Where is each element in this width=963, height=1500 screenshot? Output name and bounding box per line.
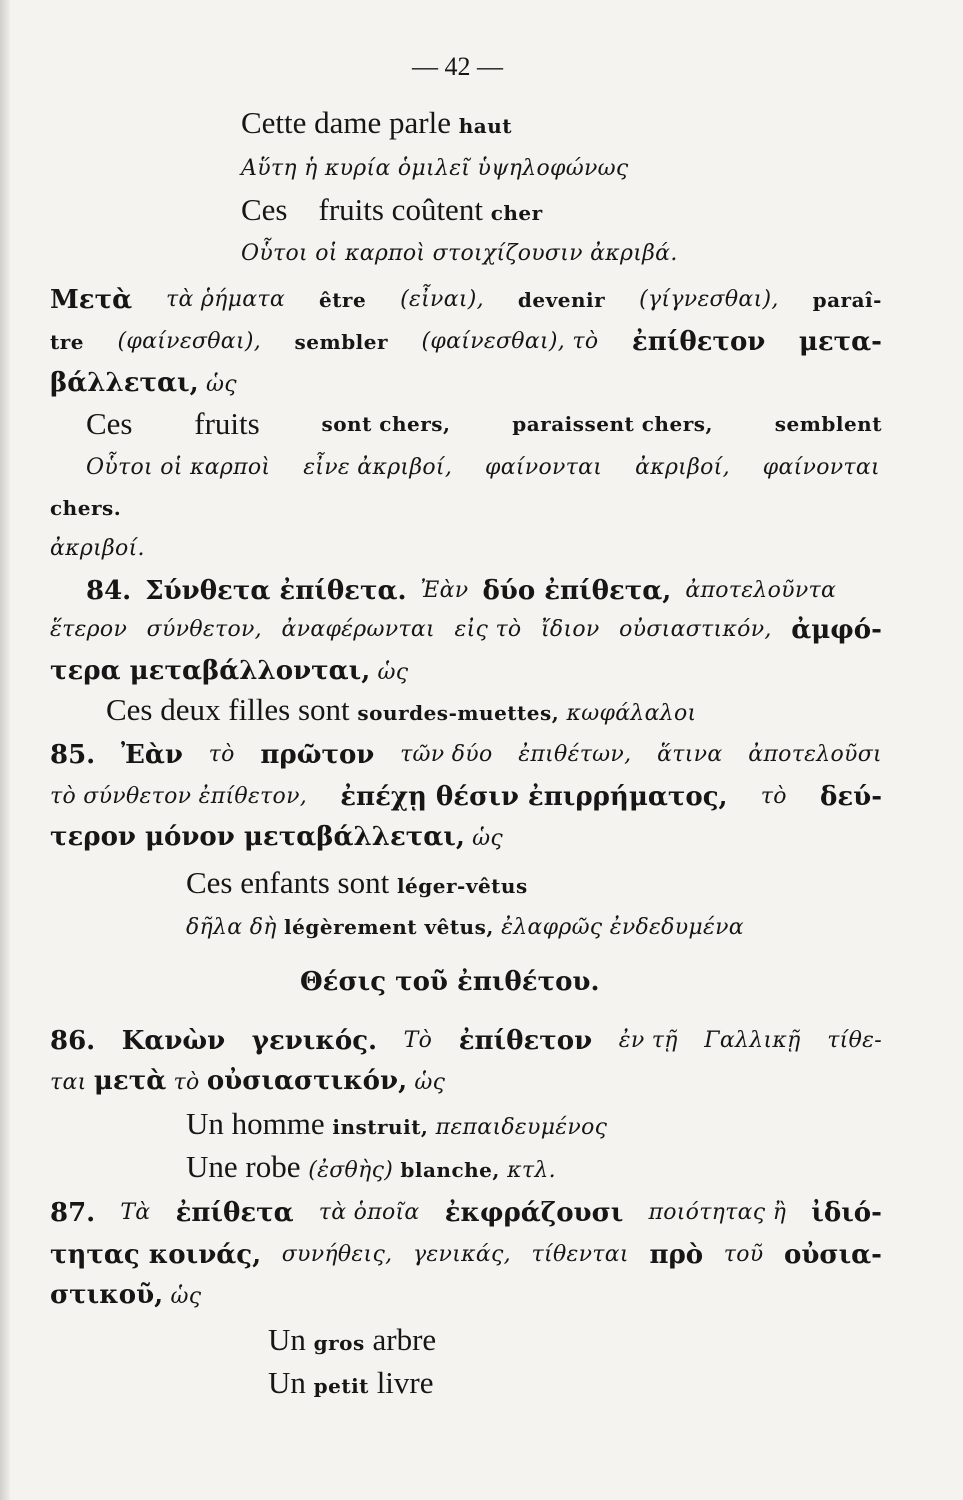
section-85-line-1: 85. Ἐὰν τὸ πρῶτον τῶν δύο ἐπιθέτων, ἅτινα ἀποτελοῦσι <box>50 740 882 770</box>
section-84-line-3: τερα μεταβάλλονται, ὡς <box>50 656 409 686</box>
section-85-line-2: τὸ σύνθετον ἐπίθετον, ἐπέχῃ θέσιν ἐπιρρήματος, τὸ δεύ- <box>50 782 882 812</box>
section-87-line-3: στικοῦ, ὡς <box>50 1280 202 1310</box>
example-greek-1: Αὕτη ἡ κυρία ὁμιλεῖ ὑψηλοφώνως <box>241 156 629 181</box>
rule-line-1: Μετὰ τὰ ῥήματα être (εἶναι), devenir (γίγνεσθαι), paraî- <box>50 285 882 315</box>
example-greek-2: Οὗτοι οἱ καρποὶ στοιχίζουσιν ἀκριβά. <box>241 241 678 266</box>
example-french-8: Un gros arbre <box>268 1322 437 1357</box>
example-french-3: Ces fruits sont chers, paraissent chers, semblent <box>86 406 882 441</box>
section-84-heading-line: 84. Σύνθετα ἐπίθετα. Ἐὰν δύο ἐπίθετα, ἀποτελοῦντα <box>86 576 837 606</box>
example-french-1: Cette dame parle haut <box>241 105 513 140</box>
example-french-4: Ces deux filles sont sourdes-muettes, κωφάλαλοι <box>106 692 697 727</box>
example-french-9: Un petit livre <box>268 1365 434 1400</box>
example-greek-3: Οὗτοι οἱ καρποὶ εἶνε ἀκριβοί, φαίνονται ἀκριβοί, φαίνονται <box>86 455 880 480</box>
page-spine-shadow <box>0 0 10 1500</box>
example-french-3-cont: chers. <box>50 496 122 520</box>
section-87-line-1: 87. Τὰ ἐπίθετα τὰ ὁποῖα ἐκφράζουσι ποιότητας ἢ ἰδιό- <box>50 1198 882 1228</box>
example-greek-5: δῆλα δὴ légèrement vêtus, ἐλαφρῶς ἐνδεδυμένα <box>186 915 744 940</box>
section-85-line-3: τερον μόνον μεταβάλλεται, ὡς <box>50 822 504 852</box>
example-greek-3-cont: ἀκριβοί. <box>50 536 145 561</box>
example-french-7: Une robe (ἐσθὴς) blanche, κτλ. <box>186 1149 556 1184</box>
rule-line-2: tre (φαίνεσθαι), sembler (φαίνεσθαι), τὸ ἐπίθετον μετα- <box>50 327 882 357</box>
example-french-5: Ces enfants sont léger-vêtus <box>186 865 528 900</box>
page-number: — 42 — <box>412 52 503 81</box>
section-87-line-2: τητας κοινάς, συνήθεις, γενικάς, τίθενται πρὸ τοῦ οὐσια- <box>50 1240 882 1270</box>
section-84-line-2: ἕτερον σύνθετον, ἀναφέρωνται εἰς τὸ ἴδιον οὐσιαστικόν, ἀμφό- <box>50 615 882 645</box>
section-subheading: Θέσις τοῦ ἐπιθέτου. <box>300 967 600 997</box>
section-86-line-2: ται μετὰ τὸ οὐσιαστικόν, ὡς <box>50 1066 446 1096</box>
example-french-6: Un homme instruit, πεπαιδευμένος <box>186 1106 608 1141</box>
example-french-2: Ces fruits coûtent cher <box>241 192 543 227</box>
rule-line-3: βάλλεται, ὡς <box>50 368 237 398</box>
section-86-line-1: 86. Κανὼν γενικός. Τὸ ἐπίθετον ἐν τῇ Γαλλικῇ τίθε- <box>50 1026 882 1056</box>
